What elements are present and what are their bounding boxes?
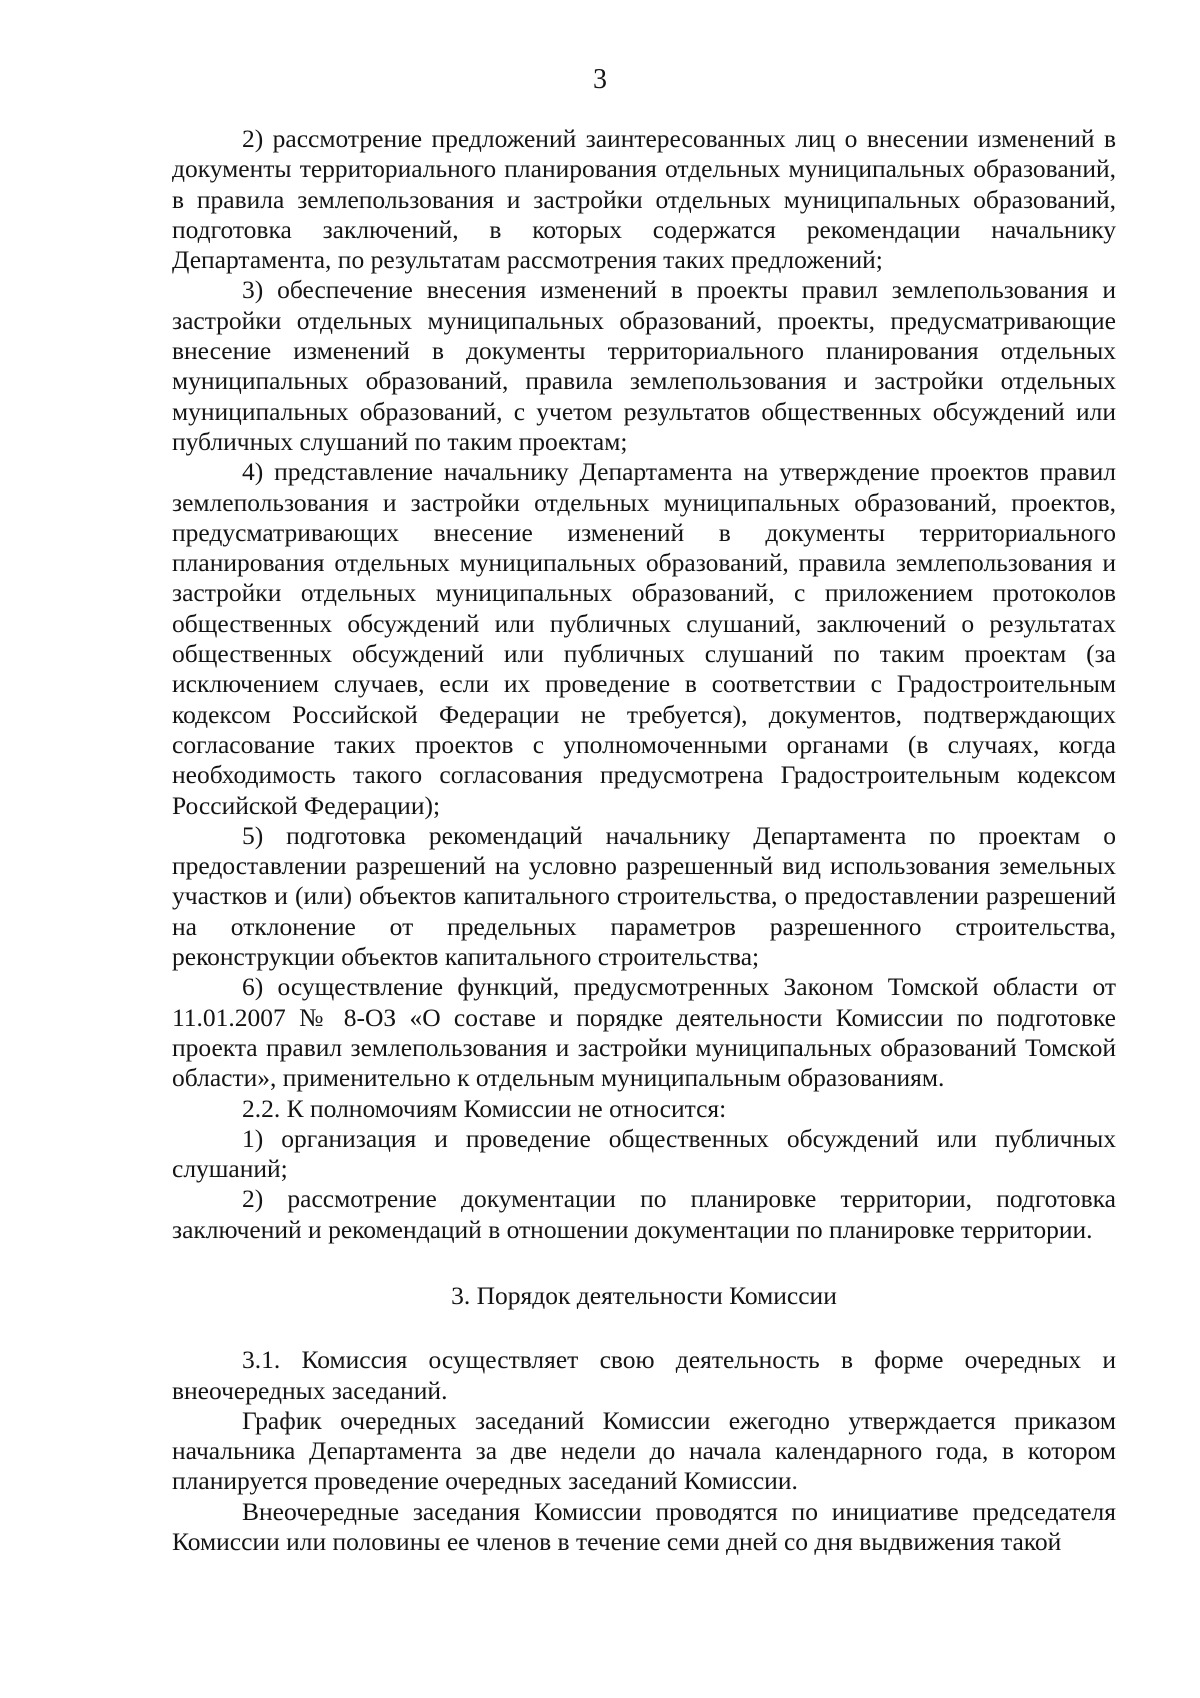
- paragraph-item-4: 4) представление начальнику Департамента на утверждение проектов правил землепользования и застройки отдельных муниципальных образований, проектов, предусматривающих внесение изменений в документы территориального планирования отдельных муниципальных образований, правила землепользования и застройки отдельных муниципальных образований, с приложением протоколов общественных обсуждений или публичных слушаний, заключений о результатах общественных обсуждений или публичных слушаний по таким проектам (за исключением случаев, если их проведение в соответствии с Градостроительным кодексом Российской Федерации не требуется), документов, подтверждающих согласование таких проектов с уполномоченными органами (в случаях, когда необходимость такого согласования предусмотрена Градостроительным кодексом Российской Федерации);: [172, 457, 1116, 820]
- section-heading: 3. Порядок деятельности Комиссии: [451, 1280, 837, 1310]
- paragraph-item-3: 3) обеспечение внесения изменений в проекты правил землепользования и застройки отдельных муниципальных образований, проекты, предусматривающие внесение изменений в документы территориального планирования отдельных муниципальных образований, правила землепользования и застройки отдельных муниципальных образований, с учетом результатов общественных обсуждений или публичных слушаний по таким проектам;: [172, 275, 1116, 456]
- paragraph-exclusion-2: 2) рассмотрение документации по планировке территории, подготовка заключений и рекомендаций в отношении документации по планировке территории.: [172, 1184, 1116, 1244]
- paragraph-item-5: 5) подготовка рекомендаций начальнику Департамента по проектам о предоставлении разрешений на условно разрешенный вид использования земельных участков и (или) объектов капитального строительства, о предоставлении разрешений на отклонение от предельных параметров разрешенного строительства, реконструкции объектов капитального строительства;: [172, 820, 1116, 972]
- paragraph-clause-3-1: 3.1. Комиссия осуществляет свою деятельность в форме очередных и внеочередных заседаний.: [172, 1345, 1116, 1405]
- paragraph-item-6: 6) осуществление функций, предусмотренных Законом Томской области от 11.01.2007 № 8-ОЗ «О составе и порядке деятельности Комиссии по подготовке проекта правил землепользования и застройки муниципальных образований Томской области», применительно к отдельным муниципальным образованиям.: [172, 972, 1116, 1093]
- paragraph-extraordinary-meetings: Внеочередные заседания Комиссии проводятся по инициативе председателя Комиссии или половины ее членов в течение семи дней со дня выдвижения такой: [172, 1496, 1116, 1557]
- paragraph-clause-2-2: 2.2. К полномочиям Комиссии не относится:: [242, 1093, 727, 1123]
- paragraph-exclusion-1: 1) организация и проведение общественных обсуждений или публичных слушаний;: [172, 1123, 1116, 1184]
- document-body: [172, 124, 1116, 1557]
- page-number: 3: [593, 64, 607, 95]
- paragraph-schedule: График очередных заседаний Комиссии ежегодно утверждается приказом начальника Департамента за две недели до начала календарного года, в котором планируется проведение очередных заседаний Комиссии.: [172, 1405, 1116, 1496]
- paragraph-item-2: 2) рассмотрение предложений заинтересованных лиц о внесении изменений в документы территориального планирования отдельных муниципальных образований, в правила землепользования и застройки отдельных муниципальных образований, подготовка заключений, в которых содержатся рекомендации начальнику Департамента, по результатам рассмотрения таких предложений;: [172, 124, 1116, 275]
